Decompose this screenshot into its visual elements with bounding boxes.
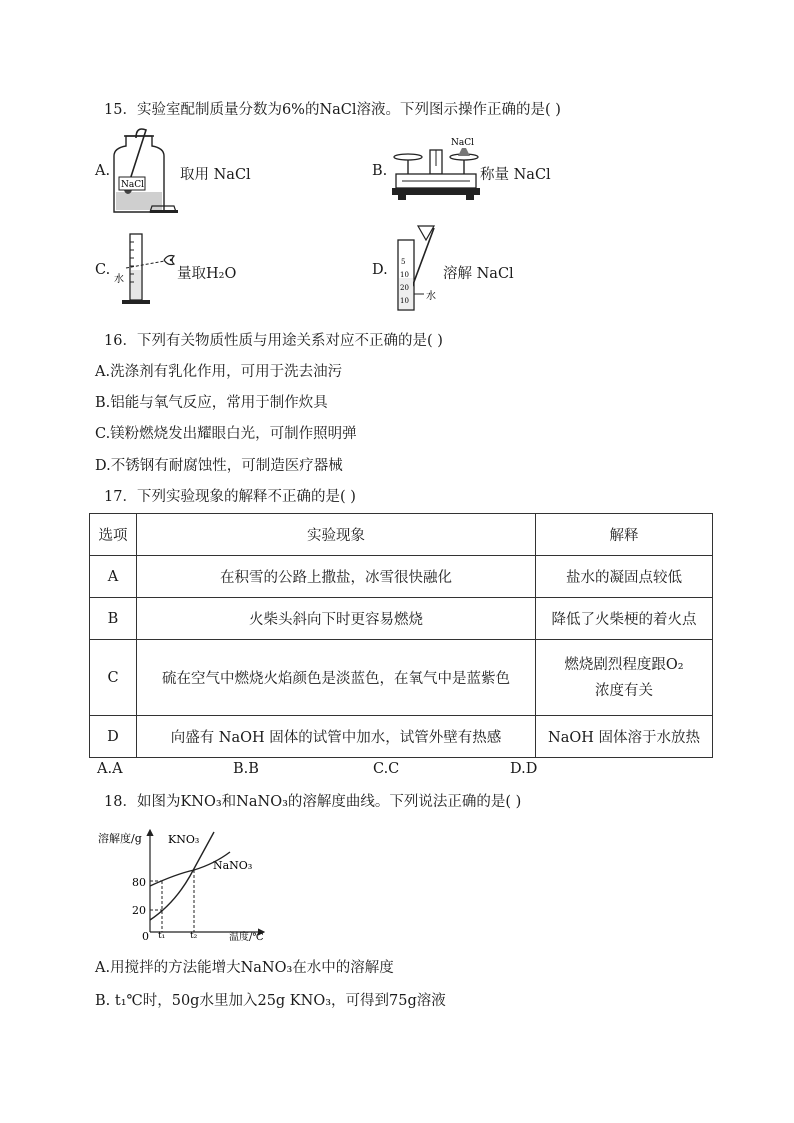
q17-row-c-explanation-line2: 浓度有关 <box>595 682 653 699</box>
q17-table <box>89 513 713 758</box>
q18-option-a: A.用搅拌的方法能增大NaNO₃在水中的溶解度 <box>95 960 394 976</box>
graph-origin: 0 <box>142 930 149 943</box>
q17-header-phenomenon: 实验现象 <box>137 514 536 556</box>
dissolve-water-label: 水 <box>426 291 436 302</box>
q17-row-d-option: D <box>90 716 137 758</box>
table-row <box>90 598 713 640</box>
graph-y80: 80 <box>132 876 146 889</box>
q17-row-a-phenomenon: 在积雪的公路上撒盐，冰雪很快融化 <box>137 556 536 598</box>
q17-row-c-phenomenon: 硫在空气中燃烧火焰颜色是淡蓝色，在氧气中是蓝紫色 <box>137 640 536 716</box>
q16-option-d: D.不锈钢有耐腐蚀性，可制造医疗器械 <box>95 458 343 474</box>
graph-y20: 20 <box>132 904 146 917</box>
q18-stem: 18．如图为KNO₃和NaNO₃的溶解度曲线。下列说法正确的是( ) <box>104 794 522 810</box>
q17-stem: 17．下列实验现象的解释不正确的是( ) <box>104 489 356 505</box>
cylinder-tick-1: 5 <box>401 258 406 266</box>
q15-stem: 15．实验室配制质量分数为6%的NaCl溶液。下列图示操作正确的是( ) <box>104 102 561 118</box>
q17-row-a-option: A <box>90 556 137 598</box>
q17-choice-d: D.D <box>510 761 538 777</box>
q15-option-a-letter: A. <box>95 163 111 179</box>
table-row <box>90 716 713 758</box>
graduated-cylinder-figure <box>112 230 180 310</box>
graph-y-label: 溶解度/g <box>98 832 142 845</box>
q17-header-option: 选项 <box>90 514 137 556</box>
q15-option-c-letter: C. <box>95 262 111 278</box>
q17-row-c-explanation <box>536 640 713 716</box>
balance-figure <box>392 132 480 208</box>
q18-option-b: B. t₁℃时，50g水里加入25g KNO₃，可得到75g溶液 <box>95 993 446 1009</box>
q17-header-row <box>90 514 713 556</box>
bottle-label: NaCl <box>121 180 145 190</box>
q17-row-b-phenomenon: 火柴头斜向下时更容易燃烧 <box>137 598 536 640</box>
dissolve-cylinder-figure <box>388 222 444 314</box>
q15-option-a-text: 取用 NaCl <box>180 167 251 183</box>
q17-row-d-phenomenon: 向盛有 NaOH 固体的试管中加水，试管外壁有热感 <box>137 716 536 758</box>
reagent-bottle-figure <box>106 126 182 216</box>
q15-option-b-letter: B. <box>372 163 388 179</box>
graph-nano3-label: NaNO₃ <box>213 859 253 872</box>
q17-choice-a: A.A <box>97 761 123 777</box>
table-row <box>90 640 713 716</box>
q17-row-c-option: C <box>90 640 137 716</box>
q15-option-d-letter: D. <box>372 262 388 278</box>
cylinder-tick-2: 10 <box>400 271 409 279</box>
balance-label: NaCl <box>451 138 475 148</box>
q16-option-a: A.洗涤剂有乳化作用，可用于洗去油污 <box>95 364 343 380</box>
cylinder-tick-3: 20 <box>400 284 409 292</box>
graph-kno3-label: KNO₃ <box>168 833 200 846</box>
cylinder-tick-4: 10 <box>400 297 409 305</box>
graph-x-label: 温度/℃ <box>229 932 264 943</box>
q15-option-c-text: 量取H₂O <box>177 266 237 282</box>
q16-option-c: C.镁粉燃烧发出耀眼白光，可制作照明弹 <box>95 426 357 442</box>
q17-row-c-explanation-line1: 燃烧剧烈程度跟O₂ <box>564 656 684 673</box>
graph-t2: t₂ <box>190 931 198 941</box>
q17-choice-b: B.B <box>233 761 259 777</box>
graph-t1: t₁ <box>158 931 166 941</box>
q17-choice-c: C.C <box>373 761 400 777</box>
q15-option-d-text: 溶解 NaCl <box>443 266 514 282</box>
q17-row-b-option: B <box>90 598 137 640</box>
q17-row-d-explanation: NaOH 固体溶于水放热 <box>536 716 713 758</box>
q17-row-b-explanation: 降低了火柴梗的着火点 <box>536 598 713 640</box>
q17-row-a-explanation: 盐水的凝固点较低 <box>536 556 713 598</box>
table-row <box>90 556 713 598</box>
cylinder-water-label: 水 <box>114 274 124 285</box>
solubility-graph <box>96 824 272 946</box>
q15-option-b-text: 称量 NaCl <box>480 167 551 183</box>
q16-stem: 16．下列有关物质性质与用途关系对应不正确的是( ) <box>104 333 443 349</box>
q16-option-b: B.铝能与氧气反应，常用于制作炊具 <box>95 395 328 411</box>
q17-header-explanation: 解释 <box>536 514 713 556</box>
